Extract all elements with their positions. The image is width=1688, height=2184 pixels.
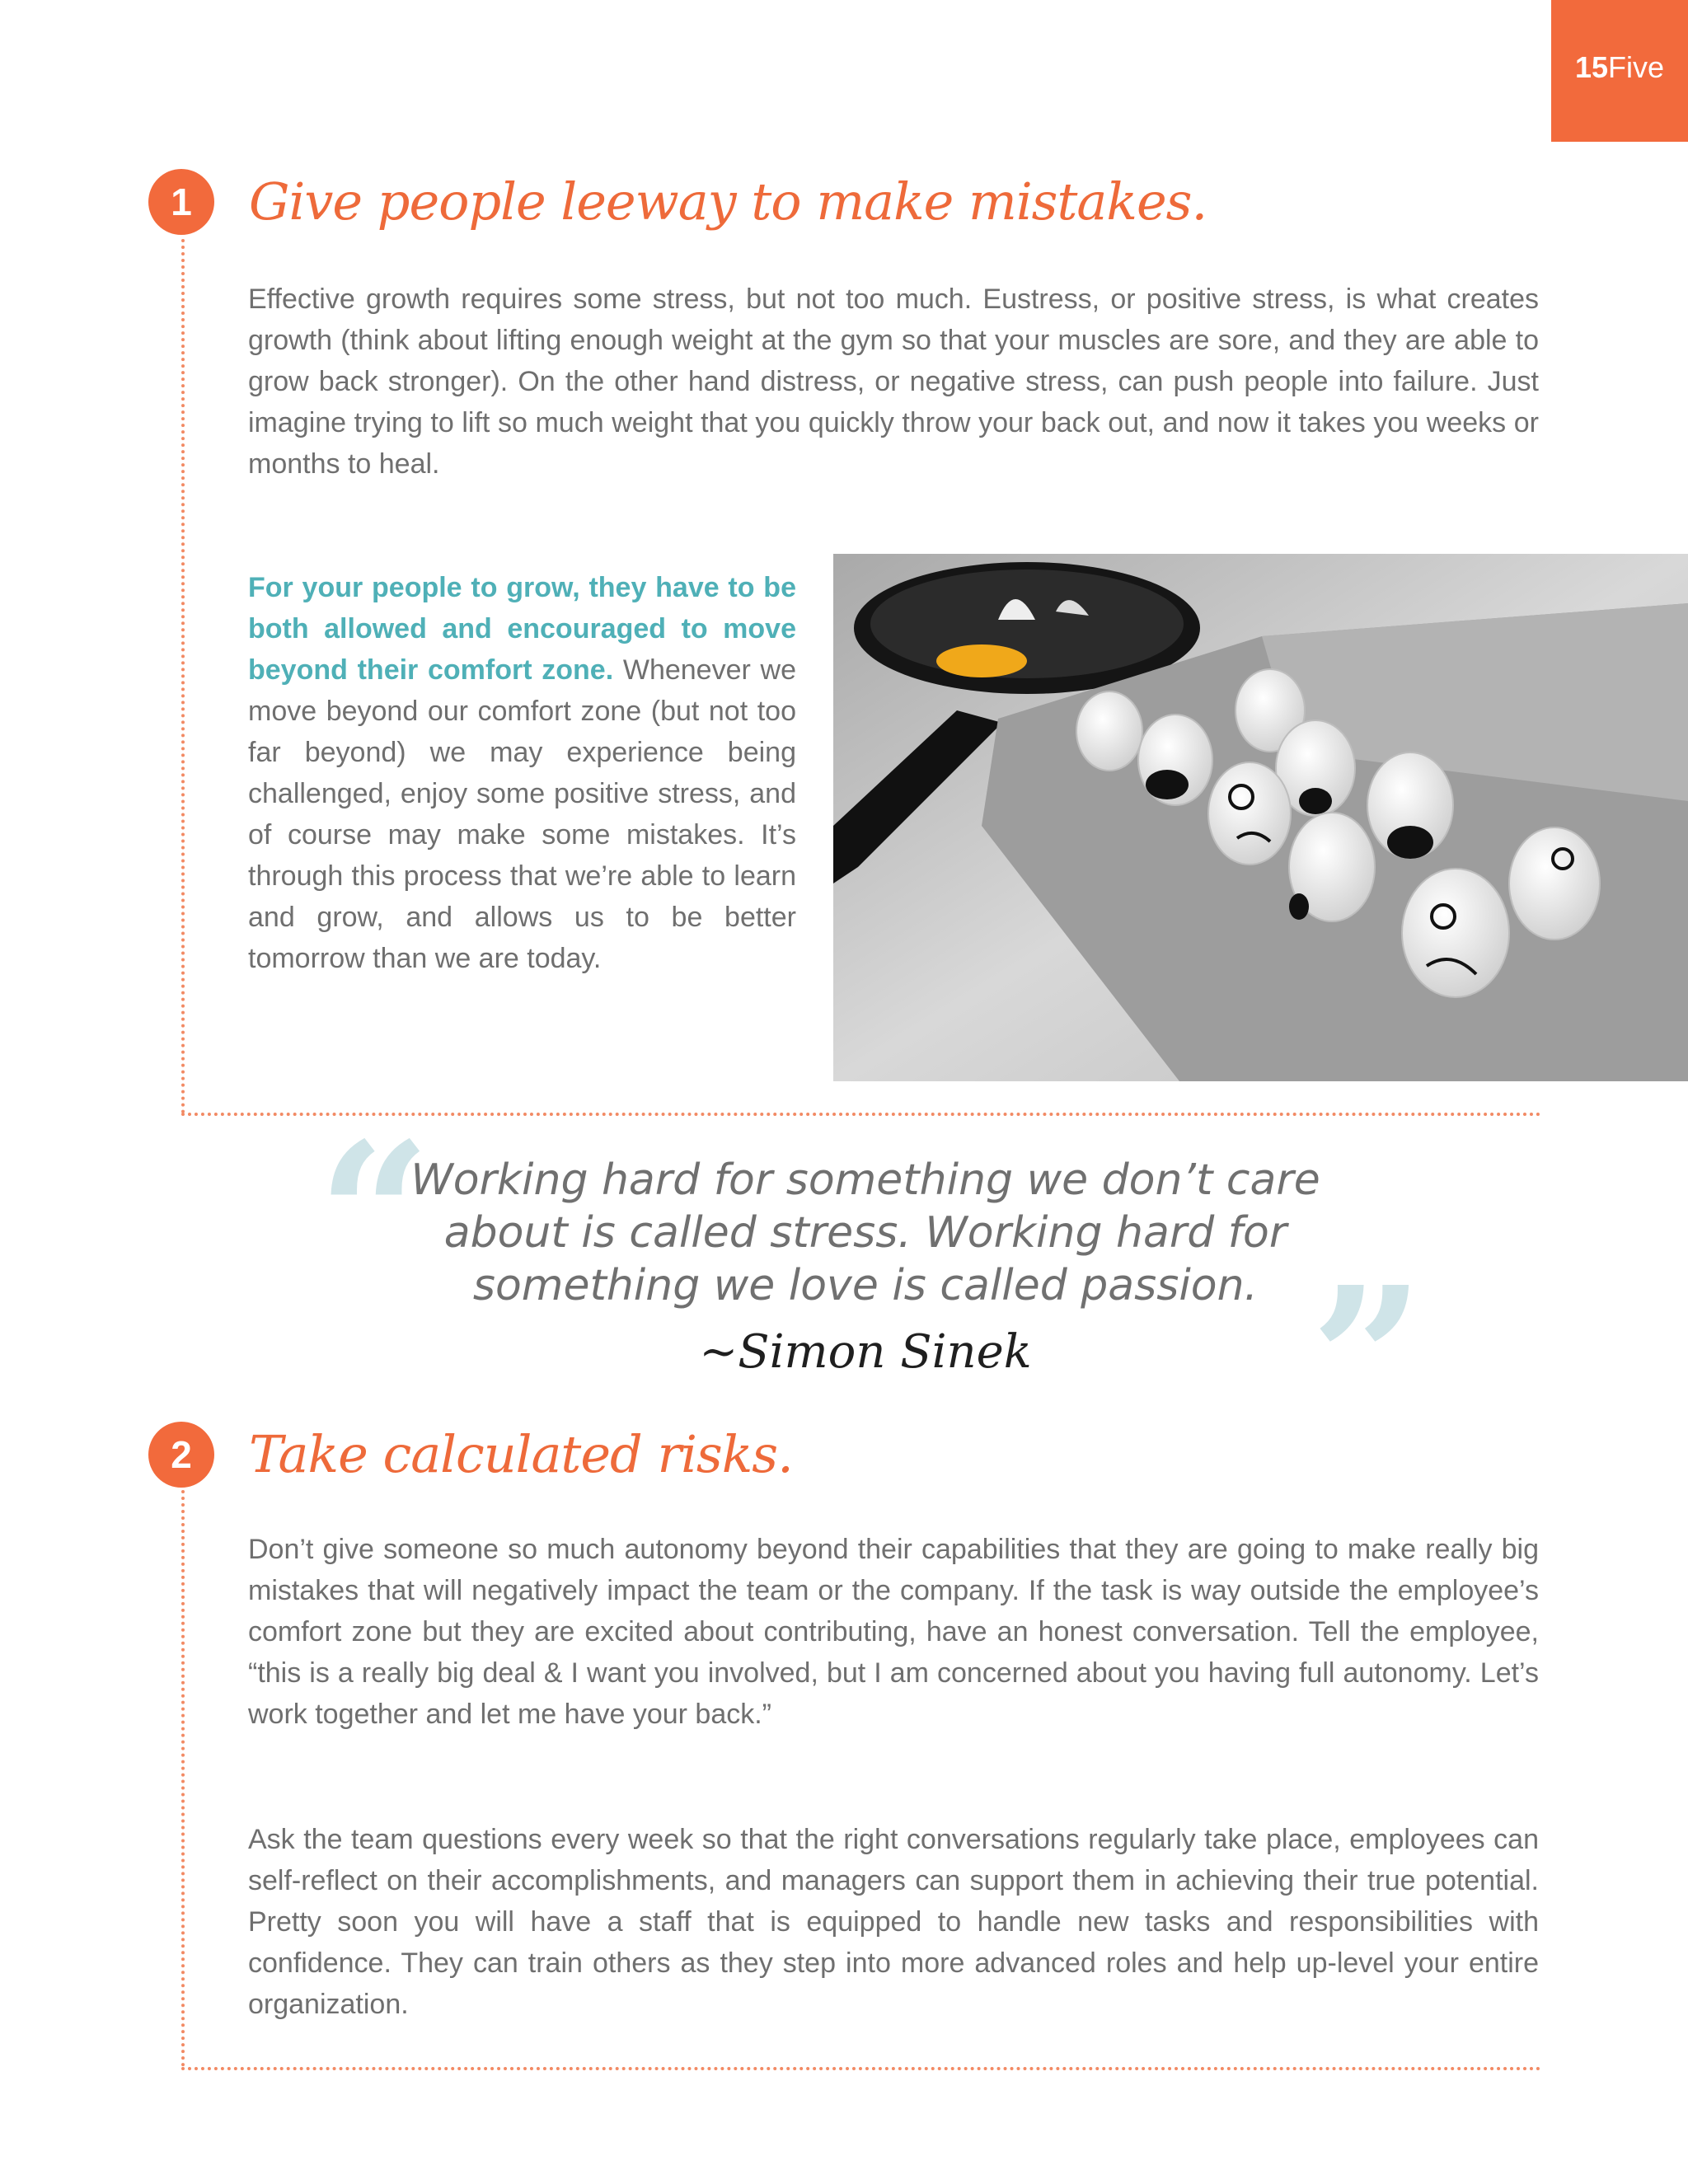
close-quote-mark: ”: [1311, 1244, 1425, 1476]
eggs-photo: [833, 554, 1688, 1081]
brand-logo-bold: 15: [1574, 50, 1609, 84]
quote-author: ~Simon Sinek: [699, 1325, 1032, 1379]
section-2-heading: Take calculated risks.: [249, 1424, 793, 1484]
quote-text: Working hard for something we don’t care about is called stress. Working hard for something we love is called passion.: [410, 1155, 1320, 1310]
section-1-column-body: Whenever we move beyond our comfort zone (but not too far beyond) we may experience being challenged, enjoy some positive stress, and of course may make some mistakes. It’s through this process that we’re able to learn and grow, and allows us to be better tomorrow than we are today.: [248, 654, 796, 974]
section-2-dotted-rule-vertical: [181, 1490, 185, 2067]
section-2-paragraph-2: Ask the team questions every week so that the right conversations regularly take place, employees can self-reflect on their accomplishments, and managers can support them in achieving their true potential. Pretty soon you will have a staff that is equipped to handle new tasks and responsibilities with confidence. They can train others as they step into more advanced roles and help up-level your entire organization.: [248, 1824, 1539, 2020]
section-1-column-text: [248, 567, 796, 979]
section-2-dotted-rule-horizontal: [181, 2067, 1541, 2070]
eggs-photo-illustration: [833, 554, 1688, 1081]
open-quote-mark: “: [317, 1099, 432, 1332]
section-2-paragraph-1: Don’t give someone so much autonomy beyond their capabilities that they are going to make really big mistakes that will negatively impact the team or the company. If the task is way outside the employee’s comfort zone but they are excited about contributing, have an honest conversation. Tell the employee, “this is a really big deal & I want you involved, but I am concerned about you having full autonomy. Let’s work together and let me have your back.”: [248, 1534, 1539, 1730]
section-1-heading: Give people leeway to make mistakes.: [249, 171, 1207, 232]
brand-logo: [1551, 0, 1688, 142]
brand-logo-light: Five: [1608, 50, 1665, 84]
section-1-dotted-rule-vertical: [181, 239, 185, 1114]
section-2-number-badge: 2: [148, 1422, 214, 1488]
section-1-highlight: For your people to grow, they have to be both allowed and encouraged to move beyond their comfort zone.: [248, 572, 796, 686]
section-1-paragraph: Effective growth requires some stress, but not too much. Eustress, or positive stress, is what creates growth (think about lifting enough weight at the gym so that your muscles are sore, and they are able to grow back stronger). On the other hand distress, or negative stress, can push people into failure. Just imagine trying to lift so much weight that you quickly throw your back out, and now it takes you weeks or months to heal.: [248, 284, 1539, 480]
section-1-number-badge: 1: [148, 169, 214, 235]
